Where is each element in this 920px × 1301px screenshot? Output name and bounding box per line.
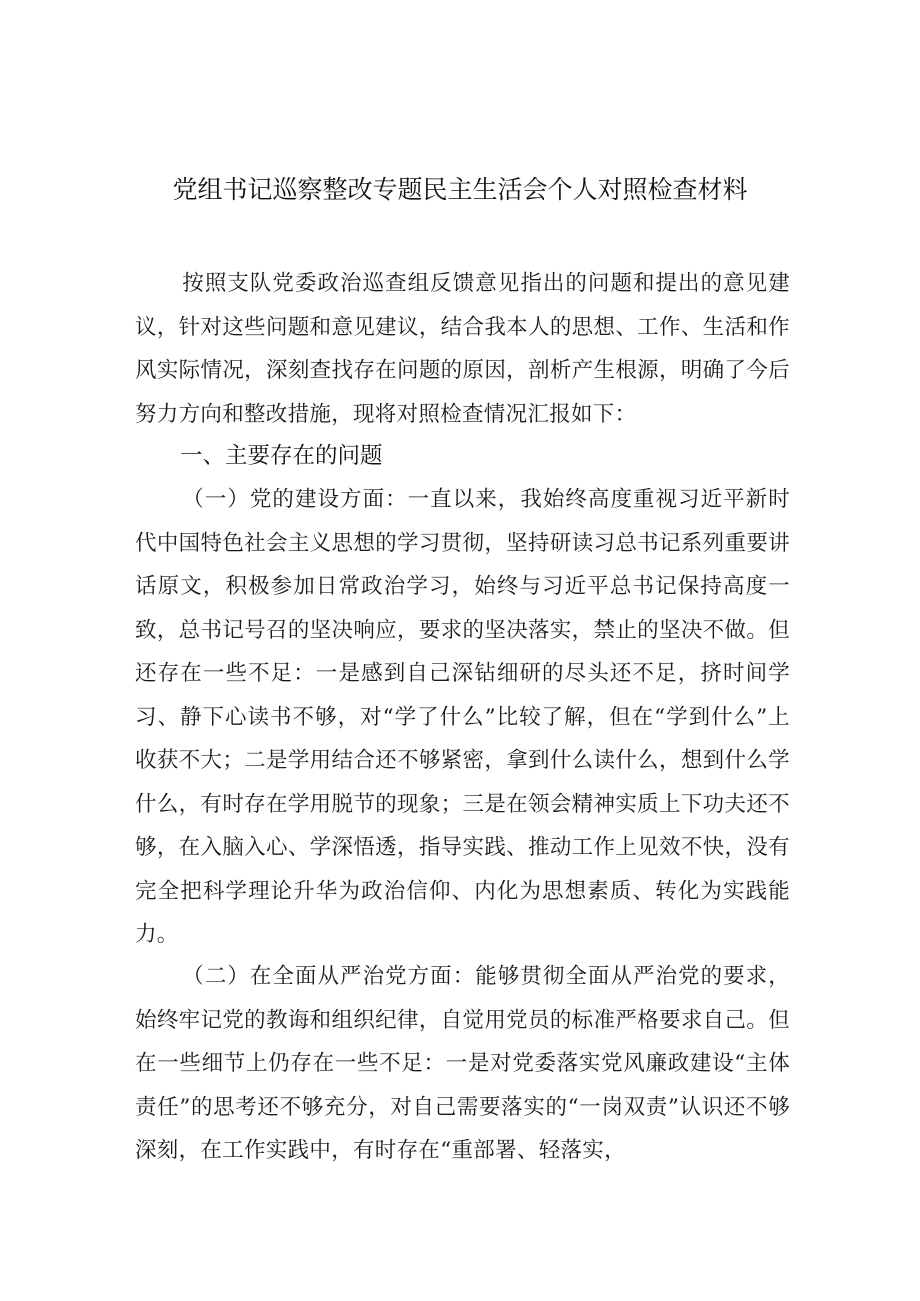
paragraph-party-building: （一）党的建设方面：一直以来，我始终高度重视习近平新时代中国特色社会主义思想的学习贯彻，坚持研读习总书记系列重要讲话原文，积极参加日常政治学习，始终与习近平总书记保持高度一致，总书记号召的坚决响应，要求的坚决落实，禁止的坚决不做。但还存在一些不足：一是感到自己深钻细研的尽头还不足，挤时间学习、静下心读书不够，对“学了什么”比较了解，但在“学到什么”上收获不大；二是学用结合还不够紧密，拿到什么读什么，想到什么学什么，有时存在学用脱节的现象；三是在领会精神实质上下功夫还不够，在入脑入心、学深悟透，指导实践、推动工作上见效不快，没有完全把科学理论升华为政治信仰、内化为思想素质、转化为实践能力。 xyxy=(135,487,790,947)
document-title: 党组书记巡察整改专题民主生活会个人对照检查材料 xyxy=(172,175,748,204)
intro-paragraph: 按照支队党委政治巡查组反馈意见指出的问题和提出的意见建议，针对这些问题和意见建议，结合我本人的思想、工作、生活和作风实际情况，深刻查找存在问题的原因，剖析产生根源，明确了今后努力方向和整改措施，现将对照检查情况汇报如下： xyxy=(135,271,790,427)
paragraph-strict-governance: （二）在全面从严治党方面：能够贯彻全面从严治党的要求，始终牢记党的教诲和组织纪律，自觉用党员的标准严格要求自己。但在一些细节上仍存在一些不足：一是对党委落实党风廉政建设“主体责任”的思考还不够充分，对自己需要落实的“一岗双责”认识还不够深刻，在工作实践中，有时存在“重部署、轻落实， xyxy=(135,964,790,1163)
section-heading-main-problems: 一、主要存在的问题 xyxy=(180,443,383,469)
